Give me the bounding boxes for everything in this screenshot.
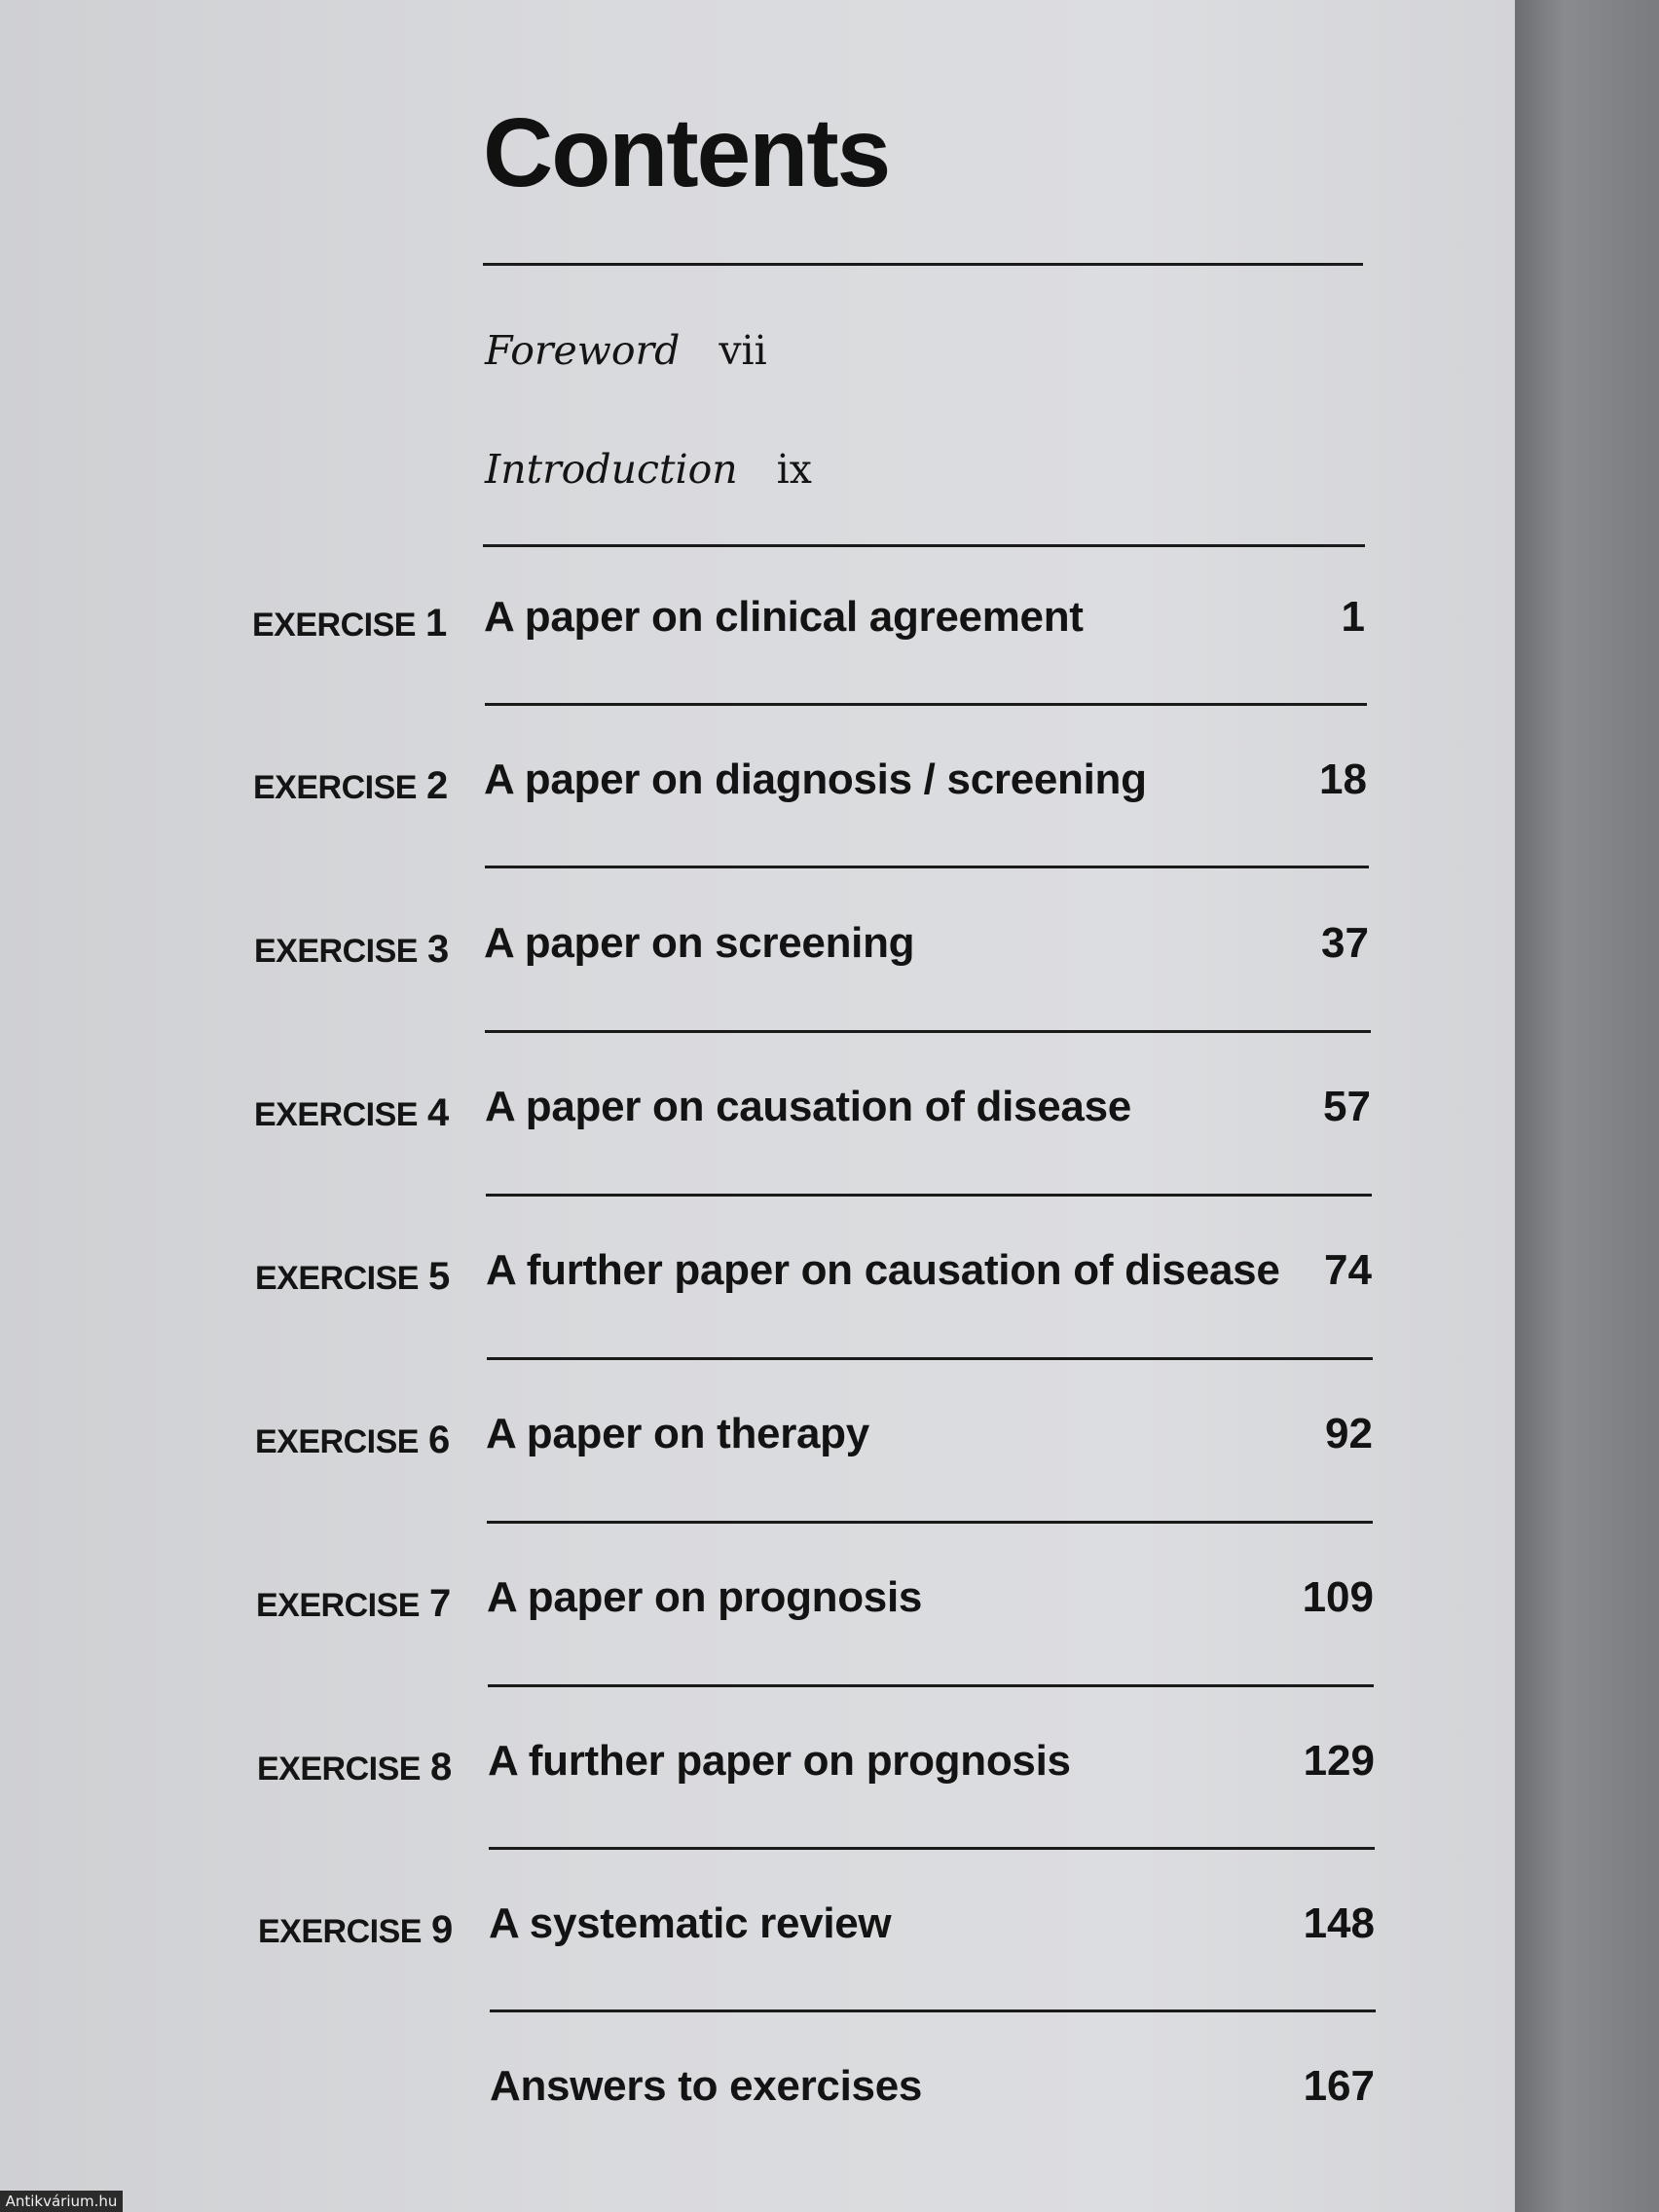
exercise-page-number: 92 (1325, 1410, 1373, 1457)
exercise-title: A paper on clinical agreement (484, 593, 1084, 641)
entry-rule (485, 703, 1367, 706)
front-matter-rule (483, 544, 1365, 547)
exercise-title: A paper on prognosis (487, 1573, 923, 1621)
exercise-page-number: 129 (1303, 1737, 1375, 1785)
exercise-title: A further paper on prognosis (488, 1737, 1071, 1785)
exercise-label: EXERCISE 9 (258, 1908, 453, 1951)
front-matter-title: Introduction (485, 446, 738, 493)
title-rule (483, 263, 1363, 266)
exercise-label: EXERCISE 5 (255, 1255, 450, 1298)
exercise-label: EXERCISE 6 (255, 1419, 450, 1461)
front-matter-title: Foreword (485, 327, 681, 374)
front-matter-page: vii (719, 327, 767, 374)
entry-rule (485, 1030, 1371, 1033)
exercise-page-number: 74 (1324, 1246, 1372, 1294)
entry-rule (490, 2009, 1376, 2012)
exercise-title: A further paper on causation of disease (486, 1246, 1280, 1294)
entry-rule (489, 1847, 1375, 1850)
page-title: Contents (483, 98, 890, 207)
exercise-page-number: 37 (1321, 919, 1369, 967)
answers-title: Answers to exercises (490, 2062, 923, 2110)
front-matter-page: ix (776, 446, 812, 493)
front-matter-foreword (485, 327, 767, 374)
exercise-label: EXERCISE 2 (253, 764, 448, 807)
exercise-page-number: 18 (1319, 756, 1367, 803)
book-spine-shadow (1515, 0, 1659, 2212)
entry-rule (487, 1357, 1373, 1360)
entry-rule (487, 1521, 1373, 1524)
exercise-label: EXERCISE 4 (254, 1091, 449, 1134)
exercise-page-number: 57 (1323, 1083, 1371, 1130)
exercise-label: EXERCISE 3 (254, 928, 449, 971)
entry-rule (486, 1194, 1372, 1197)
answers-page-number: 167 (1303, 2062, 1375, 2110)
exercise-page-number: 109 (1302, 1573, 1374, 1621)
exercise-label: EXERCISE 7 (256, 1582, 451, 1625)
entry-rule (485, 866, 1369, 868)
exercise-title: A paper on screening (484, 919, 915, 967)
front-matter-introduction (485, 446, 812, 493)
exercise-title: A paper on causation of disease (485, 1083, 1131, 1130)
exercise-page-number: 148 (1303, 1899, 1375, 1947)
exercise-title: A paper on therapy (486, 1410, 869, 1457)
exercise-title: A systematic review (489, 1899, 892, 1947)
entry-rule (488, 1684, 1374, 1687)
exercise-title: A paper on diagnosis / screening (484, 756, 1147, 803)
watermark-label: Antikvárium.hu (0, 2191, 123, 2212)
exercise-label: EXERCISE 1 (252, 602, 447, 645)
exercise-label: EXERCISE 8 (257, 1746, 452, 1788)
exercise-page-number: 1 (1341, 593, 1365, 641)
